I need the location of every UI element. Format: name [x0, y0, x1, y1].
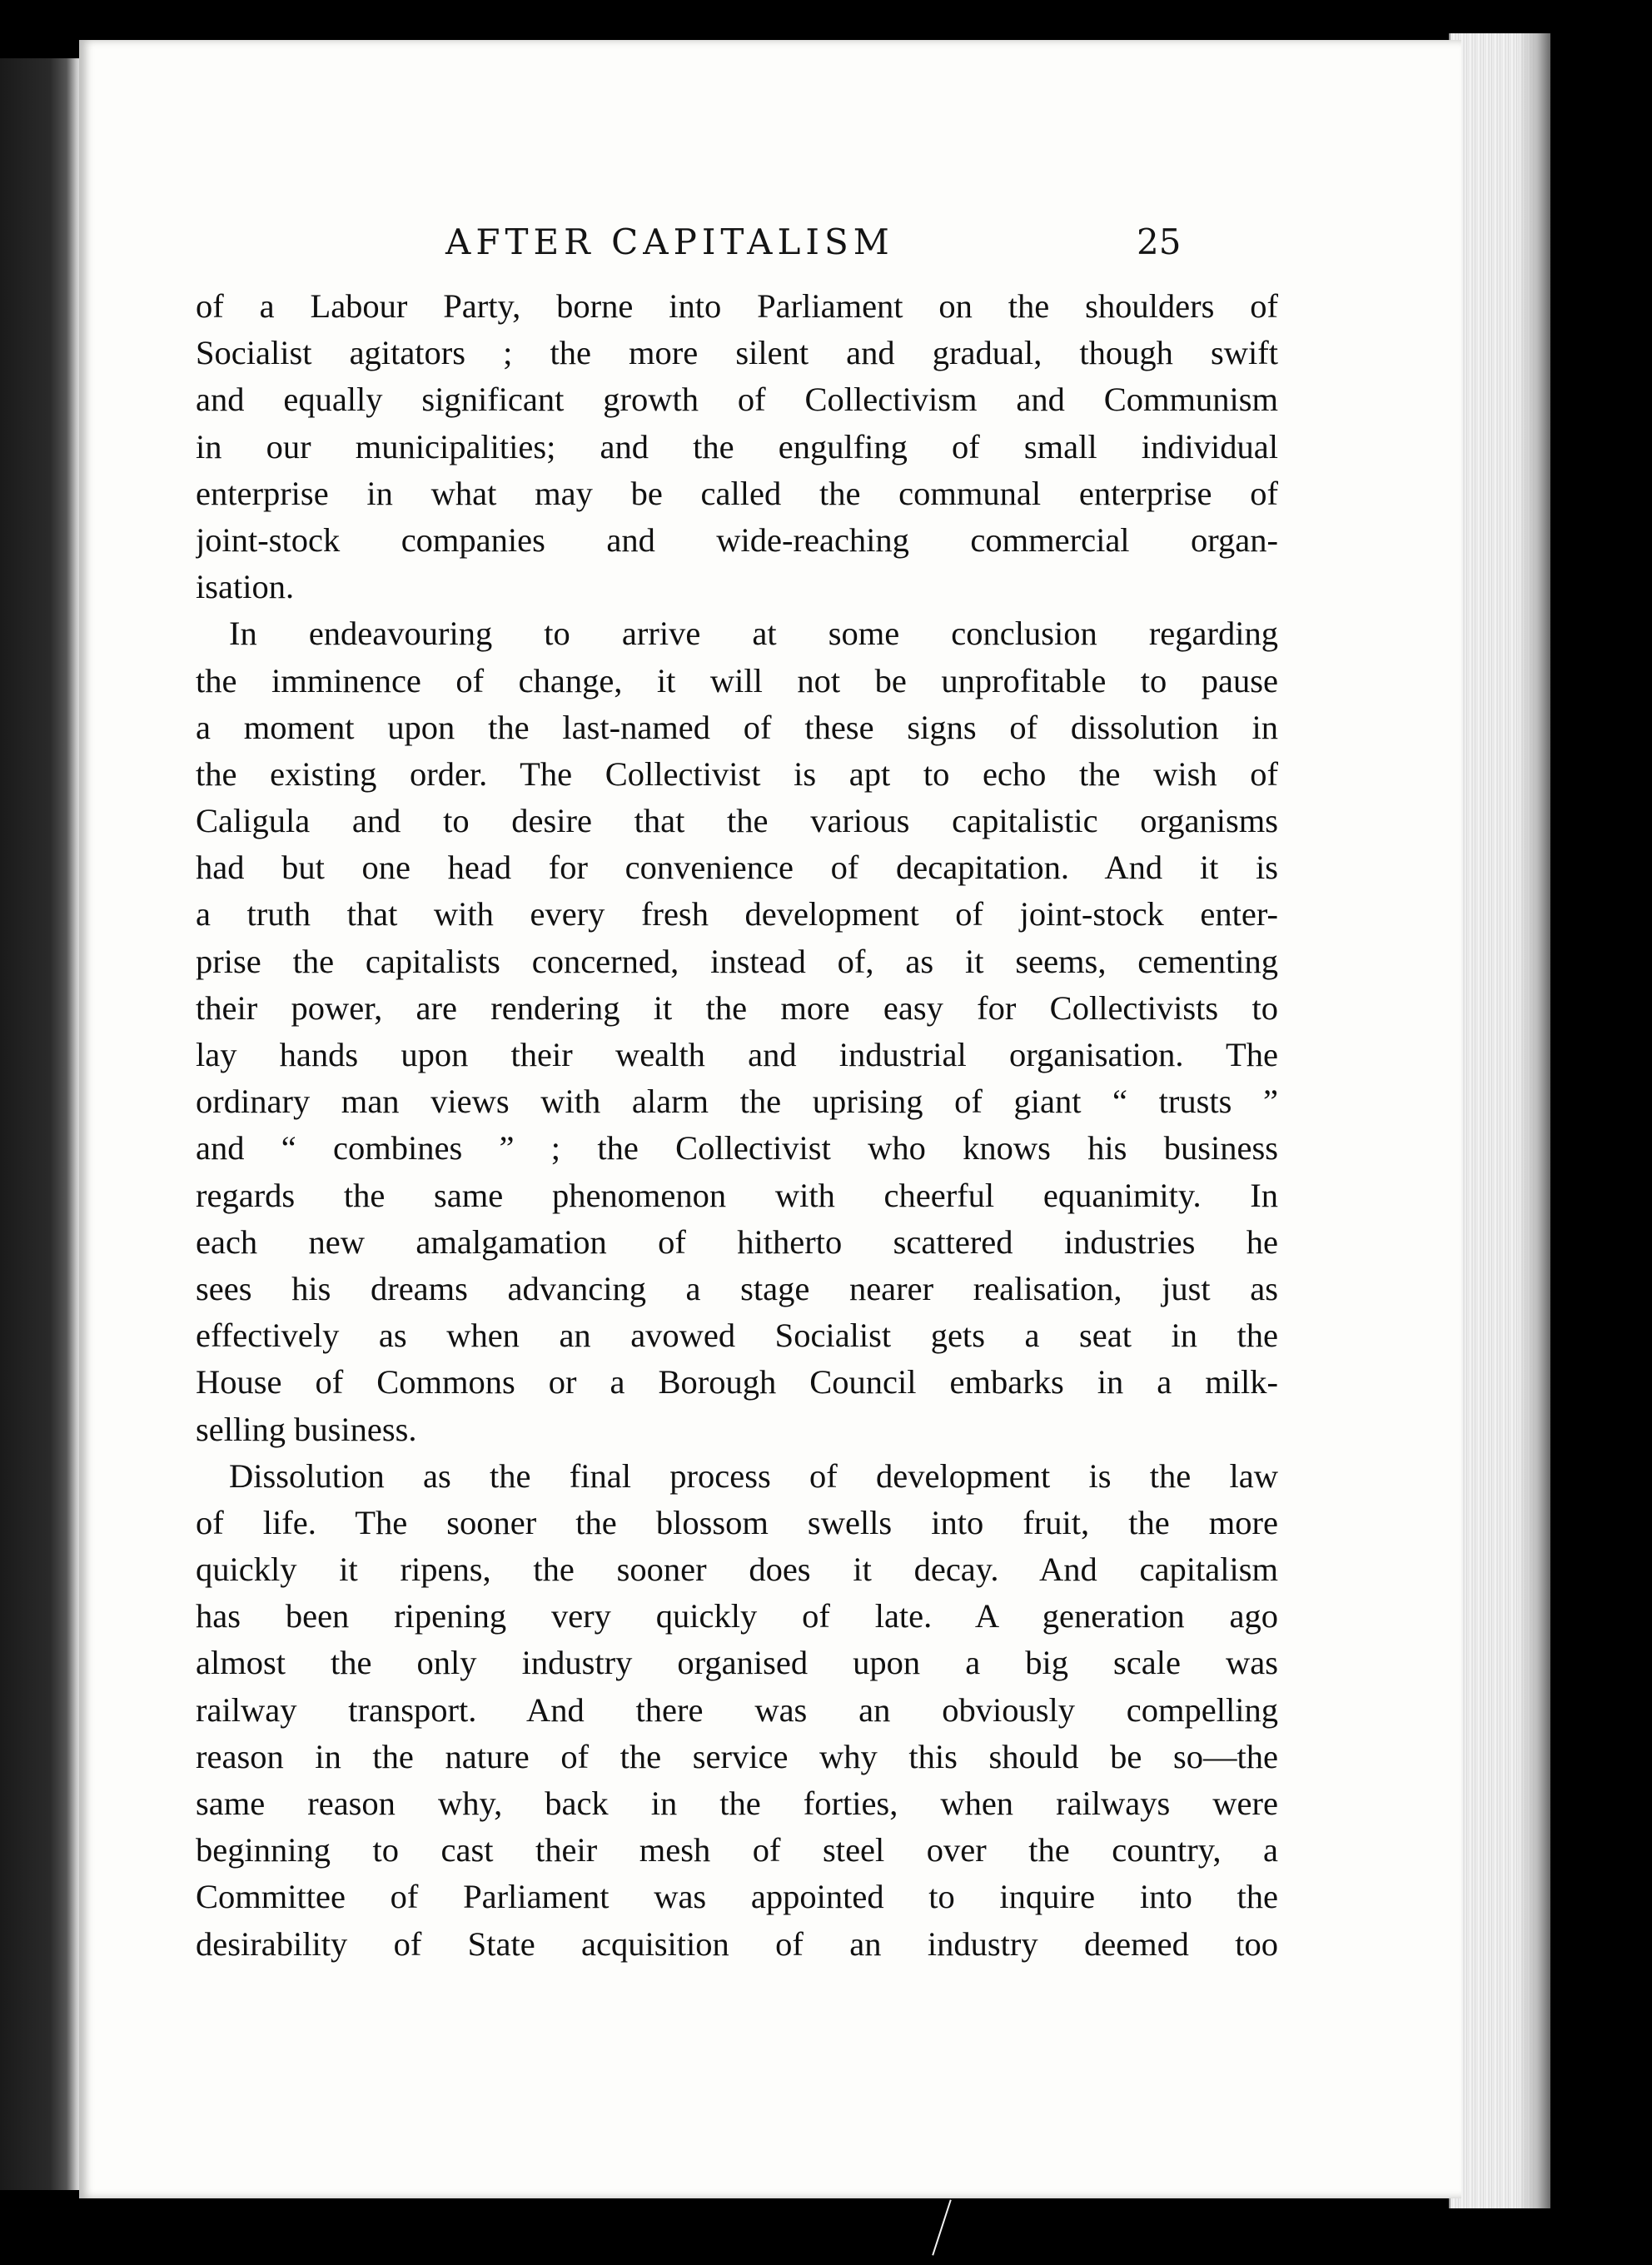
- text-line: sees his dreams advancing a stage nearer realisation, just as: [196, 1269, 1278, 1307]
- running-head: [79, 180, 1461, 262]
- text-line: In endeavouring to arrive at some conclusion regarding: [229, 615, 1278, 653]
- running-title: AFTER CAPITALISM: [445, 222, 894, 262]
- text-line: isation.: [196, 568, 295, 606]
- text-line: regards the same phenomenon with cheerful equanimity. In: [196, 1176, 1278, 1214]
- text-line: joint-stock companies and wide-reaching commercial organ-: [196, 520, 1278, 559]
- text-line: House of Commons or a Borough Council embarks in a milk-: [196, 1363, 1278, 1401]
- scan-artifact: [932, 2199, 952, 2255]
- left-page-edge: [0, 58, 83, 2190]
- text-line: the existing order. The Collectivist is apt to echo the wish of: [196, 754, 1278, 793]
- text-line: a moment upon the last-named of these signs of dissolution in: [196, 708, 1278, 746]
- body-text: [196, 283, 1278, 1968]
- text-line: same reason why, back in the forties, when railways were: [196, 1785, 1278, 1822]
- paragraph-1: [196, 283, 1278, 610]
- text-line: the imminence of change, it will not be unprofitable to pause: [196, 661, 1278, 699]
- text-line: Socialist agitators ; the more silent and gradual, though swift: [196, 334, 1278, 372]
- text-line: desirability of State acquisition of an industry deemed too: [196, 1924, 1278, 1963]
- text-line: had but one head for convenience of decapitation. And it is: [196, 849, 1278, 887]
- text-line: of life. The sooner the blossom swells into fruit, the more: [196, 1503, 1278, 1541]
- book-page: [79, 40, 1461, 2198]
- text-line: and equally significant growth of Collectivism and Communism: [196, 381, 1278, 419]
- text-line: of a Labour Party, borne into Parliament on the shoulders of: [196, 287, 1278, 325]
- text-line: enterprise in what may be called the communal enterprise of: [196, 474, 1278, 512]
- text-line: reason in the nature of the service why this should be so—the: [196, 1737, 1278, 1775]
- page-number: 25: [1137, 222, 1182, 262]
- text-line: lay hands upon their wealth and industrial organisation. The: [196, 1036, 1278, 1073]
- text-line: in our municipalities; and the engulfing of small individual: [196, 427, 1278, 465]
- text-line: and “ combines ” ; the Collectivist who knows his business: [196, 1129, 1278, 1167]
- text-line: their power, are rendering it the more easy for Collectivists to: [196, 988, 1278, 1027]
- text-line: selling business.: [196, 1410, 417, 1448]
- text-line: each new amalgamation of hitherto scattered industries he: [196, 1222, 1278, 1261]
- text-line: has been ripening very quickly of late. A generation ago: [196, 1597, 1278, 1635]
- text-line: effectively as when an avowed Socialist gets a seat in the: [196, 1317, 1278, 1355]
- text-line: almost the only industry organised upon a big scale was: [196, 1644, 1278, 1682]
- text-line: beginning to cast their mesh of steel over the country, a: [196, 1831, 1278, 1869]
- text-line: railway transport. And there was an obviously compelling: [196, 1690, 1278, 1729]
- text-line: Committee of Parliament was appointed to inquire into the: [196, 1878, 1278, 1916]
- paragraph-2: [196, 610, 1278, 1452]
- text-line: ordinary man views with alarm the uprising of giant “ trusts ”: [196, 1083, 1278, 1121]
- text-line: prise the capitalists concerned, instead of, as it seems, cementing: [196, 942, 1278, 980]
- paragraph-3: [196, 1453, 1278, 1968]
- text-line: a truth that with every fresh development of joint-stock enter-: [196, 895, 1278, 933]
- page-stack-edge: [1449, 33, 1550, 2208]
- text-line: quickly it ripens, the sooner does it decay. And capitalism: [196, 1551, 1278, 1589]
- text-line: Dissolution as the final process of development is the law: [229, 1456, 1278, 1495]
- text-line: Caligula and to desire that the various capitalistic organisms: [196, 802, 1278, 840]
